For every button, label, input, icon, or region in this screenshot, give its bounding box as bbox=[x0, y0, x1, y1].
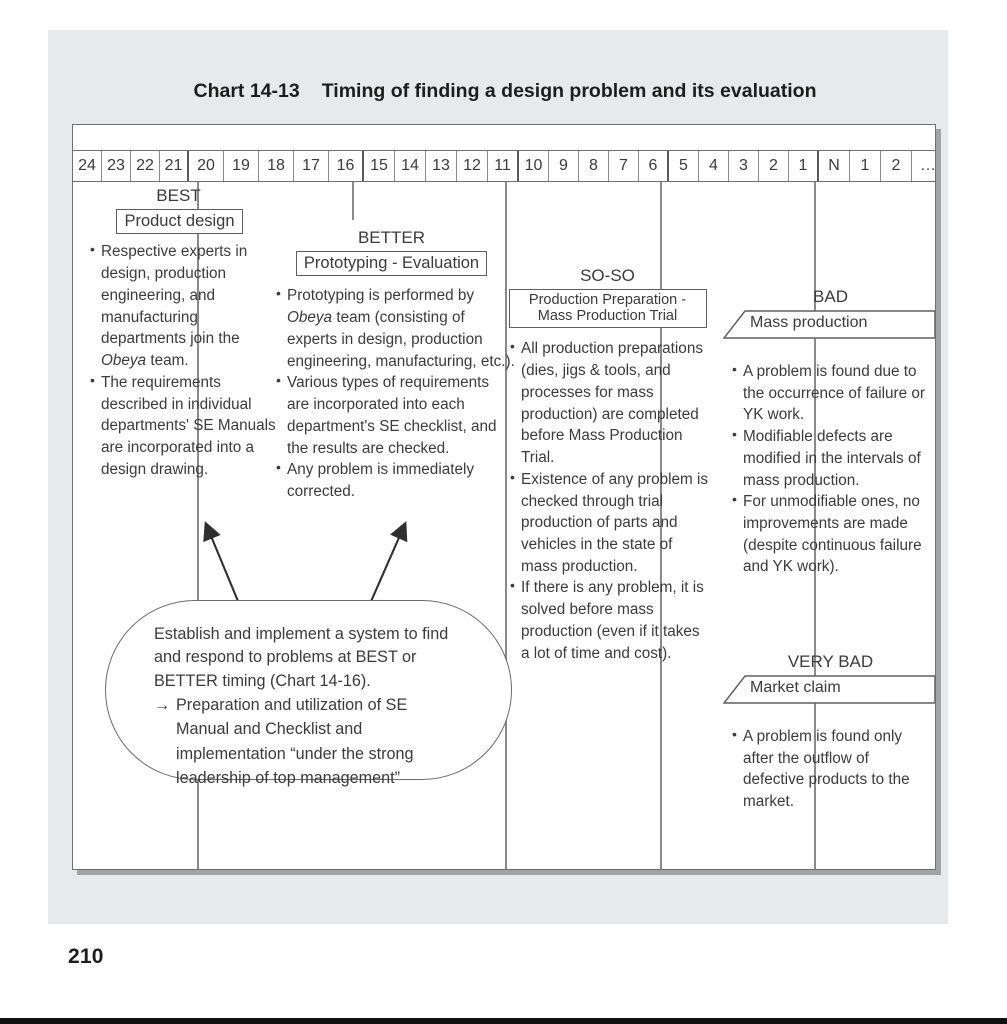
list-item: • If there is any problem, it is solved before mass production (even if it takes a lot of time and cost). bbox=[509, 577, 709, 664]
timeline-tick-6: 6 bbox=[639, 151, 669, 181]
arrow-indent-spacer bbox=[154, 767, 176, 790]
bullet-list-soso bbox=[509, 338, 709, 664]
right-arrow-icon: → bbox=[154, 695, 171, 714]
timeline-tick-3: 3 bbox=[729, 151, 759, 181]
list-item: • Any problem is immediately corrected. bbox=[275, 459, 515, 502]
list-item: • The requirements described in individual departments' SE Manuals are incorporated into a design drawing. bbox=[89, 372, 279, 481]
phase-divider-better-tick bbox=[352, 182, 354, 220]
timeline-tick-18: 18 bbox=[259, 151, 294, 181]
arrow-to-best bbox=[206, 524, 240, 606]
callout-arrow-text-4: leadership of top management” bbox=[176, 768, 401, 787]
callout-line-1: Establish and implement a system to find bbox=[154, 625, 449, 643]
phase-stage-tag-bad bbox=[723, 310, 935, 339]
callout-arrow-line-2 bbox=[154, 718, 494, 741]
list-item: • Modifiable defects are modified in the intervals of mass production. bbox=[731, 426, 935, 491]
timeline-tick-21: 21 bbox=[160, 151, 189, 181]
timeline-blank-band bbox=[73, 125, 935, 151]
phase-box-wrap-soso bbox=[505, 289, 710, 328]
list-item: • Prototyping is performed by Obeya team (consisting of experts in design, production engineering, manufacturing, etc.). bbox=[275, 285, 515, 372]
phase-stage-tag-label-verybad: Market claim bbox=[750, 679, 841, 696]
page-number: 210 bbox=[68, 945, 104, 968]
timeline-tick-9: 9 bbox=[549, 151, 579, 181]
phase-stage-tag-label-bad: Mass production bbox=[750, 314, 868, 331]
timeline-tick-20: 20 bbox=[189, 151, 224, 181]
phase-stage-box-soso-line2: Mass Production Trial bbox=[537, 308, 678, 325]
timeline-tick-24: 24 bbox=[73, 151, 102, 181]
chart-number: Chart 14-13 bbox=[193, 80, 300, 102]
timeline-tick-12: 12 bbox=[457, 151, 488, 181]
timeline-tick-ellipsis: … bbox=[920, 157, 936, 174]
callout-arrow-line-4 bbox=[154, 767, 494, 790]
phase-rating-bad: BAD bbox=[813, 287, 848, 306]
timeline-tick-1: 1 bbox=[789, 151, 819, 181]
callout-arrow-line-3 bbox=[154, 743, 494, 766]
list-item: • Various types of requirements are incorporated into each department's SE checklist, and the results are checked. bbox=[275, 372, 515, 459]
timeline-tick-2: 2 bbox=[881, 151, 912, 181]
list-item: • Existence of any problem is checked through trial production of parts and vehicles in the state of mass production. bbox=[509, 469, 709, 578]
bullet-list-better bbox=[275, 285, 515, 502]
list-item: • All production preparations (dies, jigs & tools, and processes for mass production) are completed before Mass Production Trial. bbox=[509, 338, 709, 468]
arrow-indent-spacer bbox=[154, 718, 176, 741]
list-item: • For unmodifiable ones, no improvements are made (despite continuous failure and YK work). bbox=[731, 491, 935, 578]
callout-arrow-text-1: Preparation and utilization of SE bbox=[176, 695, 408, 714]
page-bottom-rule bbox=[0, 1018, 1007, 1024]
callout-arrow-text-2: Manual and Checklist and bbox=[176, 720, 363, 739]
timeline-tick-13: 13 bbox=[426, 151, 457, 181]
list-item: • A problem is found due to the occurrence of failure or YK work. bbox=[731, 361, 935, 426]
phase-rating-best: BEST bbox=[156, 186, 201, 205]
page-title bbox=[72, 80, 938, 103]
timeline-tick-4: 4 bbox=[699, 151, 729, 181]
phase-rating-better: BETTER bbox=[357, 228, 426, 247]
phase-block-verybad bbox=[723, 652, 935, 813]
timeline-tick-2: 2 bbox=[759, 151, 789, 181]
list-item: • A problem is found only after the outflow of defective products to the market. bbox=[731, 726, 926, 813]
phase-rating-soso: SO-SO bbox=[580, 266, 635, 285]
timeline-tick-22: 22 bbox=[131, 151, 160, 181]
phase-block-bad bbox=[723, 287, 935, 578]
callout-bubble bbox=[105, 600, 512, 787]
phase-block-better bbox=[269, 228, 514, 503]
timeline-tick-10: 10 bbox=[519, 151, 549, 181]
timeline-tick-23: 23 bbox=[102, 151, 131, 181]
phase-stage-tag-verybad bbox=[723, 675, 935, 704]
arrow-indent-spacer bbox=[154, 743, 176, 766]
callout-arrow-line-1 bbox=[154, 694, 494, 717]
timeline-tick-16: 16 bbox=[329, 151, 364, 181]
timeline-tick-14: 14 bbox=[395, 151, 426, 181]
timeline-scale bbox=[73, 151, 935, 182]
timeline-tick-17: 17 bbox=[294, 151, 329, 181]
chart-frame bbox=[72, 124, 936, 870]
callout-arrow-text-3: implementation “under the strong bbox=[176, 744, 414, 763]
phase-stage-box-better: Prototyping - Evaluation bbox=[296, 251, 487, 276]
bullet-list-verybad bbox=[731, 726, 926, 813]
timeline-tick-7: 7 bbox=[609, 151, 639, 181]
timeline-tick-N: N bbox=[819, 151, 850, 181]
phase-box-wrap-best bbox=[79, 209, 280, 234]
arrow-to-better bbox=[369, 524, 405, 606]
timeline-tick-11: 11 bbox=[488, 151, 519, 181]
callout-line-2: and respond to problems at BEST or bbox=[154, 648, 417, 667]
phase-stage-box-best: Product design bbox=[116, 209, 242, 234]
timeline-tick-8: 8 bbox=[579, 151, 609, 181]
chart-title-text: Timing of finding a design problem and its evaluation bbox=[321, 80, 817, 102]
phase-stage-box-soso-line1: Production Preparation - bbox=[528, 292, 687, 308]
phase-block-best bbox=[85, 186, 280, 480]
list-item: • Respective experts in design, production engineering, and manufacturing departments join the Obeya team. bbox=[89, 241, 279, 371]
phase-box-wrap-better bbox=[269, 251, 514, 276]
chart-body bbox=[73, 182, 935, 869]
callout-text bbox=[154, 623, 494, 790]
bullet-list-best bbox=[89, 241, 279, 480]
phase-stage-box-soso bbox=[509, 289, 707, 328]
timeline-tick-15: 15 bbox=[364, 151, 395, 181]
phase-block-soso bbox=[505, 266, 710, 664]
timeline-tick-19: 19 bbox=[224, 151, 259, 181]
timeline-tick-1: 1 bbox=[850, 151, 881, 181]
bullet-list-bad bbox=[731, 361, 935, 578]
callout-line-3: BETTER timing (Chart 14-16). bbox=[154, 671, 371, 690]
phase-rating-verybad: VERY BAD bbox=[787, 652, 874, 671]
timeline-tick-5: 5 bbox=[669, 151, 699, 181]
